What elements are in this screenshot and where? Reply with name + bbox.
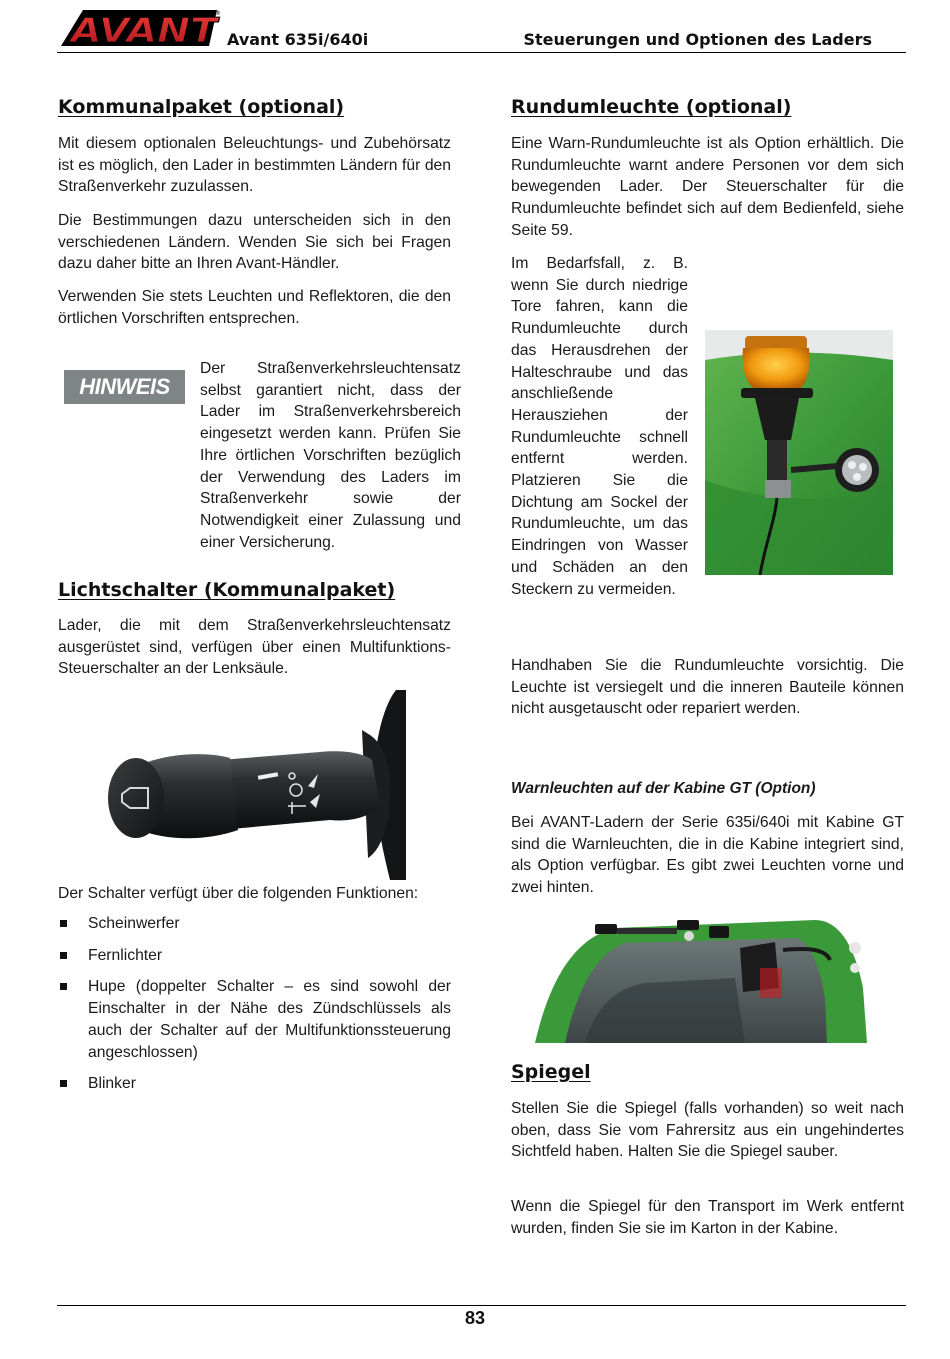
functions-list — [57, 913, 451, 1105]
kommunalpaket-heading: Kommunalpaket (optional) — [58, 96, 345, 118]
rundumleuchte-paragraph-2: Im Bedarfsfall, z. B. wenn Sie durch niedrige Tore fahren, kann die Rundumleuchte durch das Herausdrehen der Halteschraube und das anschließende Herausziehen der Rundumleuchte schnell entfernt werden. Platzieren Sie die Dichtung am Sockel der Rundumleuchte, um das Eindringen von Wasser und Schäden an den Steckern zu vermeiden. — [511, 255, 688, 598]
list-item: Hupe (doppelter Schalter – es sind sowohl der Einschalter in der Nähe des Zündschlüssels als auch der Schalter auf der Multifunktionssteuerung angeschlossen) — [57, 976, 451, 1063]
kommunalpaket-paragraph-3: Verwenden Sie stets Leuchten und Reflektoren, die den örtlichen Vorschriften entsprechen. — [58, 288, 451, 327]
lichtschalter-paragraph: Lader, die mit dem Straßenverkehrsleuchtensatz ausgerüstet sind, verfügen über einen Multifunktions-Steuerschalter an der Lenksäule. — [58, 617, 451, 678]
header-section-title: Steuerungen und Optionen des Laders — [523, 30, 872, 49]
svg-text:AVANT: AVANT — [67, 11, 221, 50]
svg-text:®: ® — [215, 10, 221, 17]
list-item: Scheinwerfer — [57, 913, 451, 935]
multifunction-switch-photo — [100, 690, 410, 880]
spiegel-paragraph-2: Wenn die Spiegel für den Transport im Werk entfernt wurden, finden Sie sie im Karton in der Kabine. — [511, 1198, 904, 1237]
kommunalpaket-paragraph-1: Mit diesem optionalen Beleuchtungs- und Zubehörsatz ist es möglich, den Lader in bestimmten Ländern für den Straßenverkehr zuzulassen. — [58, 135, 451, 196]
bullet-square-icon — [60, 952, 67, 959]
cab-gt-warning-lights-photo — [525, 908, 875, 1043]
kommunalpaket-paragraph-2: Die Bestimmungen dazu unterscheiden sich in den verschiedenen Ländern. Wenden Sie sich bei Fragen dazu daher bitte an Ihren Avant-Händler. — [58, 212, 451, 273]
hinweis-badge: HINWEIS — [64, 370, 185, 404]
functions-intro: Der Schalter verfügt über die folgenden Funktionen: — [58, 885, 419, 902]
avant-logo — [57, 6, 223, 50]
bullet-square-icon — [60, 920, 67, 927]
beacon-light-photo — [705, 330, 893, 575]
list-item: Fernlichter — [57, 945, 451, 967]
page-number: 83 — [464, 1308, 486, 1328]
kabine-warnleuchten-subheading: Warnleuchten auf der Kabine GT (Option) — [511, 780, 816, 797]
rundumleuchte-heading: Rundumleuchte (optional) — [511, 96, 792, 118]
spiegel-paragraph-1: Stellen Sie die Spiegel (falls vorhanden) so weit nach oben, dass Sie vom Fahrersitz aus ein ungehindertes Sichtfeld haben. Halten Sie die Spiegel sauber. — [511, 1100, 904, 1161]
list-item: Blinker — [57, 1073, 451, 1095]
lichtschalter-heading: Lichtschalter (Kommunalpaket) — [58, 579, 396, 601]
rundumleuchte-paragraph-1: Eine Warn-Rundumleuchte ist als Option erhältlich. Die Rundumleuchte warnt andere Personen vor dem sich bewegenden Lader. Der Steuerschalter für die Rundumleuchte befindet sich auf dem Bedienfeld, siehe Seite 59. — [511, 135, 904, 239]
spiegel-heading: Spiegel — [511, 1061, 591, 1083]
document-model: Avant 635i/640i — [227, 30, 369, 49]
footer-rule — [57, 1305, 906, 1306]
kabine-paragraph: Bei AVANT-Ladern der Serie 635i/640i mit Kabine GT sind die Warnleuchten, die in die Kabine integriert sind, als Option verfügbar. Es gibt zwei Leuchten vorne und zwei hinten. — [511, 814, 904, 897]
rundumleuchte-paragraph-3: Handhaben Sie die Rundumleuchte vorsichtig. Die Leuchte ist versiegelt und die inneren Bauteile können nicht ausgetauscht oder repariert werden. — [511, 657, 904, 718]
bullet-square-icon — [60, 1080, 67, 1087]
hinweis-text: Der Straßenverkehrsleuchtensatz selbst garantiert nicht, dass der Lader im Straßenverkehrsbereich eingesetzt werden kann. Prüfen Sie Ihre örtlichen Vorschriften bezüglich der Verwendung des Laders im Straßenverkehr sowie der Notwendigkeit einer Zulassung und einer Versicherung. — [200, 360, 461, 551]
bullet-square-icon — [60, 983, 67, 990]
header-rule — [57, 52, 906, 53]
